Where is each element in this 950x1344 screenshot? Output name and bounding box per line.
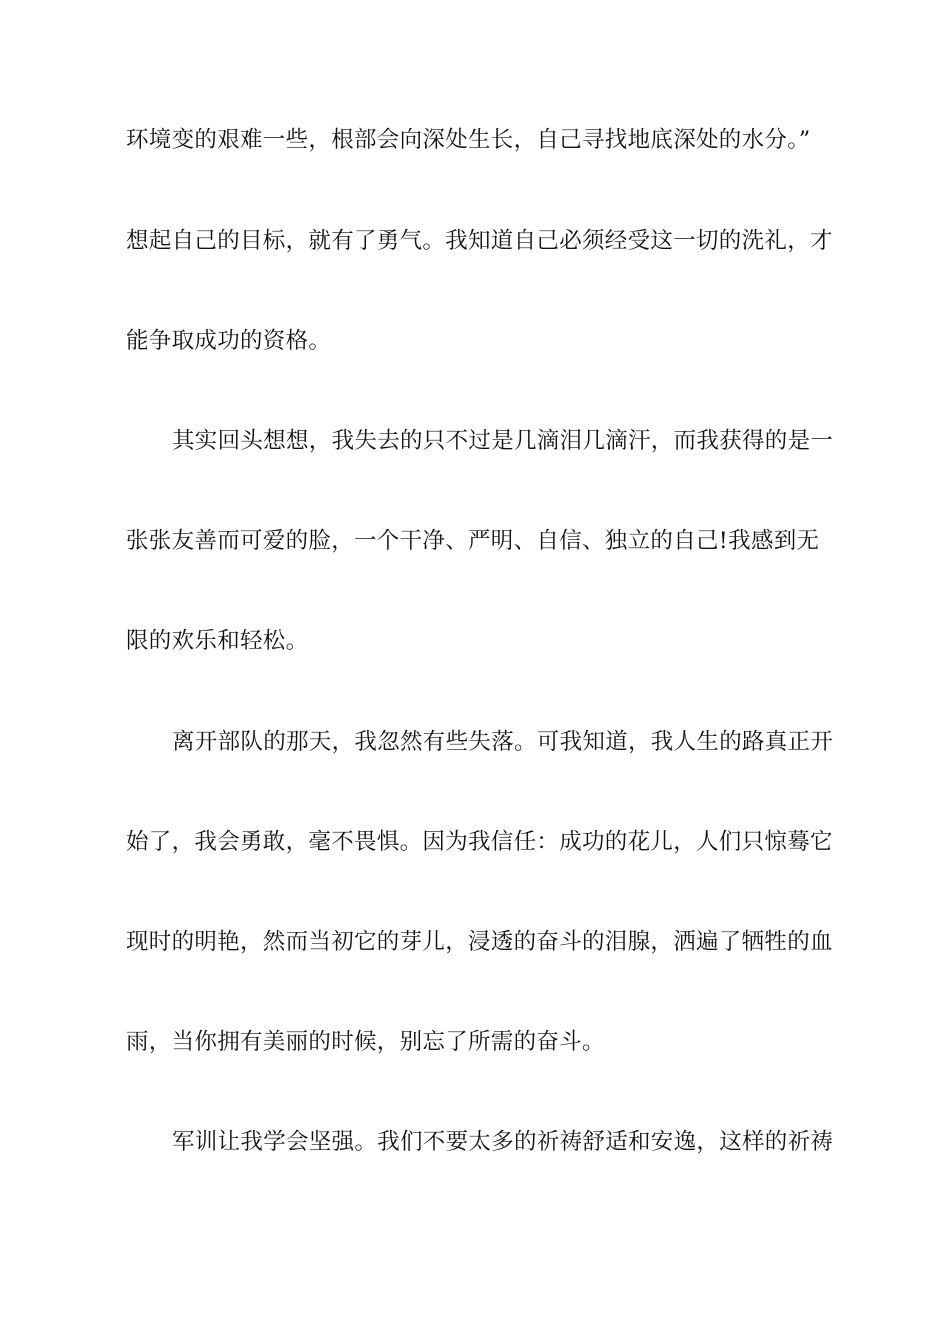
text-line: 环境变的艰难一些，根部会向深处生长，自己寻找地底深处的水分。” (126, 127, 811, 153)
text-line: 限的欢乐和轻松。 (126, 628, 309, 654)
paragraph-first-line: 其实回头想想，我失去的只不过是几滴泪几滴汗，而我获得的是一 (172, 428, 834, 454)
text-line: 始了，我会勇敢，毫不畏惧。因为我信任：成功的花儿，人们只惊蓦它 (126, 829, 833, 855)
paragraph-first-line: 军训让我学会坚强。我们不要太多的祈祷舒适和安逸，这样的祈祷 (172, 1129, 834, 1155)
text-line: 雨，当你拥有美丽的时候，别忘了所需的奋斗。 (126, 1029, 605, 1055)
text-line: 想起自己的目标，就有了勇气。我知道自己必须经受这一切的洗礼，才 (126, 228, 833, 254)
text-line: 张张友善而可爱的脸，一个干净、严明、自信、独立的自己!我感到无 (126, 528, 820, 554)
paragraph-first-line: 离开部队的那天，我忽然有些失落。可我知道，我人生的路真正开 (172, 729, 834, 755)
text-line: 能争取成功的资格。 (126, 328, 332, 354)
text-line: 现时的明艳，然而当初它的芽儿，浸透的奋斗的泪腺，洒遍了牺牲的血 (126, 929, 833, 955)
